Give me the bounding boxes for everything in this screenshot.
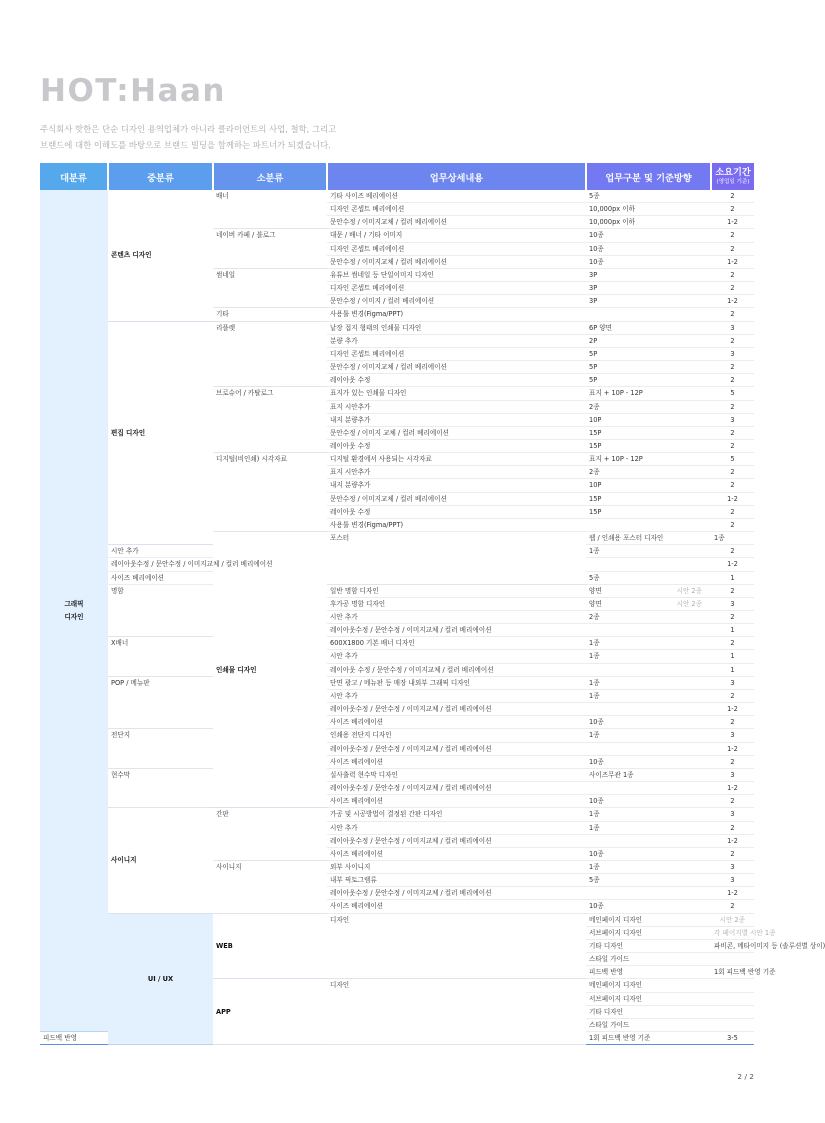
criteria-cell: 15P — [586, 439, 711, 452]
header-minor: 소분류 — [213, 163, 327, 190]
duration-cell: 5 — [711, 387, 754, 400]
duration-cell: 3 — [711, 321, 754, 334]
criteria-cell: 10종 — [586, 229, 711, 242]
duration-cell: 2 — [711, 795, 754, 808]
criteria-cell: 5종 — [586, 874, 711, 887]
duration-cell: 3 — [711, 729, 754, 742]
duration-cell: 1-2 — [711, 492, 754, 505]
detail-cell: 레이아웃 수정 — [327, 374, 586, 387]
criteria-cell: 5P — [586, 374, 711, 387]
duration-cell: 3 — [711, 874, 754, 887]
header-major: 대분류 — [40, 163, 108, 190]
header-duration-unit: (영업일 기준) — [716, 179, 750, 185]
duration-cell: 2 — [711, 439, 754, 452]
criteria-cell: 5P — [586, 347, 711, 360]
duration-cell: 1-2 — [711, 834, 754, 847]
minor-category: 디지털(비인쇄) 시각자료 — [213, 453, 327, 532]
table-row — [40, 808, 754, 821]
criteria-cell: 1회 피드백 반영 기준 — [711, 966, 754, 979]
detail-cell: 메인페이지 디자인 — [586, 979, 711, 992]
criteria-cell — [586, 518, 711, 531]
criteria-text: 양면 — [589, 586, 602, 595]
middle-category: 편집 디자인 — [108, 321, 213, 545]
minor-category: 썸네일 — [213, 268, 327, 307]
detail-cell: 사용툴 변경(Figma/PPT) — [327, 308, 586, 321]
duration-cell: 2 — [711, 268, 754, 281]
duration-cell: 1-2 — [711, 782, 754, 795]
criteria-cell — [586, 834, 711, 847]
detail-cell: 문안수정 / 이미지교체 / 컬러 베리에이션 — [327, 492, 586, 505]
intro-text — [40, 121, 640, 153]
detail-cell: 기타 디자인 — [586, 1005, 711, 1018]
detail-cell: 낱장 접지 형태의 인쇄물 디자인 — [327, 321, 586, 334]
criteria-cell — [711, 953, 754, 966]
logo-wordmark: HOT:Haan — [40, 73, 226, 109]
header-criteria: 업무구분 및 기준방향 — [586, 163, 711, 190]
detail-cell: 문안수정 / 이미지 / 컬러 베리에이션 — [327, 295, 586, 308]
detail-cell: 레이아웃 수정 — [327, 505, 586, 518]
detail-cell: 디자인 콘셉트 베리에이션 — [327, 203, 586, 216]
criteria-cell: 5P — [586, 361, 711, 374]
service-table — [40, 163, 825, 1045]
detail-cell: 일반 명함 디자인 — [327, 584, 586, 597]
intro-line: 브랜드에 대한 이해도를 바탕으로 브랜드 빌딩을 함께하는 파트너가 되겠습니다. — [40, 140, 331, 150]
detail-cell: 레이아웃수정 / 문안수정 / 이미지교체 / 컬러 베리에이션 — [327, 624, 586, 637]
duration-cell: 2 — [711, 545, 754, 558]
criteria-cell — [711, 1005, 754, 1018]
detail-cell: 피드백 반영 — [40, 1032, 108, 1045]
criteria-cell: 1종 — [586, 637, 711, 650]
intro-line: 주식회사 핫한은 단순 디자인 용역업체가 아니라 클라이언트의 사업, 철학, 그리고 — [40, 124, 337, 134]
table-body — [40, 190, 825, 1045]
criteria-note: 각 페이지별 시안 1종 — [714, 928, 776, 937]
criteria-cell — [586, 308, 711, 321]
detail-cell: 문안수정 / 이미지교체 / 컬러 베리에이션 — [327, 216, 586, 229]
duration-cell: 3 — [711, 676, 754, 689]
duration-cell: 3 — [711, 597, 754, 610]
criteria-cell: 5종 — [586, 571, 711, 584]
duration-cell: 2 — [711, 637, 754, 650]
criteria-cell: 1종 — [586, 545, 711, 558]
detail-cell: 웹 / 인쇄용 포스터 디자인 — [586, 532, 711, 545]
duration-cell: 2 — [711, 900, 754, 913]
detail-cell: 피드백 반영 — [586, 966, 711, 979]
minor-category: 간판 — [213, 808, 327, 861]
duration-cell: 2 — [711, 426, 754, 439]
table-row — [40, 913, 754, 926]
criteria-cell — [711, 1018, 754, 1031]
minor-category: 포스터 — [327, 532, 586, 585]
detail-cell: 레이아웃수정 / 문안수정 / 이미지교체 / 컬러 베리에이션 — [327, 742, 586, 755]
detail-cell: 사이즈 베리에이션 — [327, 795, 586, 808]
duration-cell: 2 — [711, 755, 754, 768]
criteria-cell: 6P 양면 — [586, 321, 711, 334]
minor-category: 리플렛 — [213, 321, 327, 387]
criteria-cell: 1종 — [586, 808, 711, 821]
detail-cell: 시안 추가 — [327, 650, 586, 663]
duration-cell: 3-5 — [711, 1032, 754, 1045]
duration-cell: 1-2 — [711, 887, 754, 900]
criteria-cell — [586, 584, 711, 597]
criteria-cell: 10종 — [586, 795, 711, 808]
table-row — [40, 321, 754, 334]
duration-cell: 2 — [711, 611, 754, 624]
criteria-cell: 15P — [586, 426, 711, 439]
criteria-cell — [711, 992, 754, 1005]
detail-cell: 내부 픽토그램류 — [327, 874, 586, 887]
criteria-cell: 10,000px 이하 — [586, 216, 711, 229]
detail-cell: 사이즈 베리에이션 — [327, 847, 586, 860]
table-row — [40, 768, 754, 781]
detail-cell: 시안 추가 — [108, 545, 213, 558]
detail-cell: 레이아웃수정 / 문안수정 / 이미지교체 / 컬러 베리에이션 — [327, 782, 586, 795]
criteria-cell — [586, 624, 711, 637]
criteria-cell: 10P — [586, 413, 711, 426]
detail-cell: 내지 분량추가 — [327, 413, 586, 426]
criteria-cell: 표지 + 10P - 12P — [586, 453, 711, 466]
duration-cell: 2 — [711, 584, 754, 597]
duration-cell: 3 — [711, 768, 754, 781]
detail-cell: 가공 및 시공방법이 결정된 간판 디자인 — [327, 808, 586, 821]
criteria-cell: 1종 — [711, 532, 754, 545]
detail-cell: 스타일 가이드 — [586, 953, 711, 966]
duration-cell: 2 — [711, 190, 754, 203]
criteria-cell: 2종 — [586, 611, 711, 624]
criteria-cell: 1종 — [586, 676, 711, 689]
duration-cell: 1 — [711, 663, 754, 676]
duration-cell: 1-2 — [711, 216, 754, 229]
duration-cell: 2 — [711, 716, 754, 729]
duration-cell: 2 — [711, 242, 754, 255]
detail-cell: 레이아웃 수정 / 문안수정 / 이미지교체 / 컬러 베리에이션 — [327, 663, 586, 676]
minor-category: 디자인 — [327, 913, 586, 979]
duration-cell: 2 — [711, 505, 754, 518]
detail-cell: 표지 시안추가 — [327, 466, 586, 479]
duration-cell: 2 — [711, 689, 754, 702]
detail-cell: 레이아웃수정 / 문안수정 / 이미지교체 / 컬러 베리에이션 — [327, 703, 586, 716]
detail-cell: 기타 사이즈 베리에이션 — [327, 190, 586, 203]
detail-cell: 외부 사이니지 — [327, 860, 586, 873]
detail-cell: 레이아웃수정 / 문안수정 / 이미지교체 / 컬러 베리에이션 — [108, 558, 213, 571]
detail-cell: 사이즈 베리에이션 — [108, 571, 213, 584]
major-category: UI / UX — [108, 913, 213, 1045]
criteria-text: 양면 — [589, 599, 602, 608]
duration-cell: 2 — [711, 203, 754, 216]
detail-cell: 시안 추가 — [327, 689, 586, 702]
header-detail: 업무상세내용 — [327, 163, 586, 190]
duration-cell: 1 — [711, 650, 754, 663]
duration-cell: 1 — [711, 571, 754, 584]
detail-cell: 사이즈 베리에이션 — [327, 755, 586, 768]
duration-cell: 1-2 — [711, 558, 754, 571]
detail-cell: 디자인 콘셉트 베리에이션 — [327, 282, 586, 295]
table-row — [40, 637, 754, 650]
page-number: 2 / 2 — [737, 1072, 754, 1081]
duration-cell: 1 — [711, 624, 754, 637]
detail-cell: 디지털 환경에서 사용되는 시각자료 — [327, 453, 586, 466]
criteria-cell: 10종 — [586, 847, 711, 860]
criteria-cell — [586, 558, 711, 571]
detail-cell: 문안수정 / 이미지 교체 / 컬러 베리에이션 — [327, 426, 586, 439]
detail-cell: 표지가 있는 인쇄물 디자인 — [327, 387, 586, 400]
criteria-cell — [586, 742, 711, 755]
detail-cell: 레이아웃수정 / 문안수정 / 이미지교체 / 컬러 베리에이션 — [327, 887, 586, 900]
minor-category: 네이버 카페 / 블로그 — [213, 229, 327, 268]
criteria-note: 시안 2종 — [676, 586, 702, 595]
criteria-cell: 3P — [586, 295, 711, 308]
minor-category: 브로슈어 / 카탈로그 — [213, 387, 327, 453]
criteria-cell — [711, 926, 776, 939]
duration-cell: 2 — [711, 400, 754, 413]
detail-cell: 후가공 명함 디자인 — [327, 597, 586, 610]
detail-cell: 표지 시안추가 — [327, 400, 586, 413]
duration-cell: 3 — [711, 413, 754, 426]
minor-category: X배너 — [108, 637, 213, 676]
table-row — [40, 190, 754, 203]
detail-cell: 인쇄용 전단지 디자인 — [327, 729, 586, 742]
brand-logo — [40, 73, 226, 109]
duration-cell: 2 — [711, 229, 754, 242]
duration-cell: 2 — [711, 479, 754, 492]
criteria-cell — [586, 663, 711, 676]
duration-cell: 2 — [711, 847, 754, 860]
duration-cell: 3 — [711, 808, 754, 821]
duration-cell: 1-2 — [711, 295, 754, 308]
detail-cell: 600X1800 기본 배너 디자인 — [327, 637, 586, 650]
criteria-cell: 3P — [586, 268, 711, 281]
criteria-note: 시안 2종 — [719, 915, 745, 924]
table-row — [40, 729, 754, 742]
duration-cell: 1-2 — [711, 255, 754, 268]
detail-cell: 서브페이지 디자인 — [586, 926, 711, 939]
minor-category: 사이니지 — [213, 860, 327, 913]
criteria-cell: 파비콘, 메타이미지 등 (솔루션별 상이) — [711, 939, 754, 952]
criteria-cell — [586, 597, 711, 610]
criteria-cell: 1종 — [586, 650, 711, 663]
criteria-cell — [711, 913, 754, 926]
criteria-cell — [711, 979, 754, 992]
detail-cell: 사이즈 베리에이션 — [327, 716, 586, 729]
detail-cell: 스타일 가이드 — [586, 1018, 711, 1031]
duration-cell: 2 — [711, 374, 754, 387]
criteria-cell: 표지 + 10P - 12P — [586, 387, 711, 400]
detail-cell: 서브페이지 디자인 — [586, 992, 711, 1005]
minor-category: POP / 메뉴판 — [108, 676, 213, 729]
criteria-cell — [586, 703, 711, 716]
middle-category: 사이니지 — [108, 808, 213, 913]
duration-cell: 2 — [711, 518, 754, 531]
header-middle: 중분류 — [108, 163, 213, 190]
criteria-cell: 사이즈무관 1종 — [586, 768, 711, 781]
detail-cell: 레이아웃수정 / 문안수정 / 이미지교체 / 컬러 베리에이션 — [327, 834, 586, 847]
criteria-note: 시안 2종 — [676, 599, 702, 608]
detail-cell: 문안수정 / 이미지교체 / 컬러 베리에이션 — [327, 361, 586, 374]
criteria-cell: 1종 — [586, 860, 711, 873]
detail-cell: 내지 분량추가 — [327, 479, 586, 492]
duration-cell: 5 — [711, 453, 754, 466]
minor-category: 배너 — [213, 190, 327, 229]
criteria-cell: 10종 — [586, 900, 711, 913]
criteria-cell — [586, 887, 711, 900]
minor-category: 명함 — [108, 584, 213, 637]
criteria-cell: 10P — [586, 479, 711, 492]
detail-cell: 사이즈 베리에이션 — [327, 900, 586, 913]
criteria-cell: 15P — [586, 492, 711, 505]
duration-cell: 2 — [711, 361, 754, 374]
duration-cell: 2 — [711, 282, 754, 295]
criteria-cell: 1종 — [586, 729, 711, 742]
header-duration — [711, 163, 754, 190]
duration-cell: 2 — [711, 334, 754, 347]
detail-cell: 시안 추가 — [327, 611, 586, 624]
detail-cell: 실사출력 현수막 디자인 — [327, 768, 586, 781]
criteria-cell: 10종 — [586, 716, 711, 729]
detail-cell: 메인페이지 디자인 — [586, 913, 711, 926]
criteria-cell: 2종 — [586, 466, 711, 479]
criteria-cell: 10종 — [586, 242, 711, 255]
table-header-row — [40, 163, 754, 190]
criteria-cell: 10종 — [586, 255, 711, 268]
detail-cell: 분량 추가 — [327, 334, 586, 347]
detail-cell: 대문 / 배너 / 기타 이미지 — [327, 229, 586, 242]
detail-cell: 레이아웃 수정 — [327, 439, 586, 452]
criteria-cell: 2P — [586, 334, 711, 347]
duration-cell: 1-2 — [711, 703, 754, 716]
duration-cell: 2 — [711, 308, 754, 321]
duration-cell: 3 — [711, 860, 754, 873]
detail-cell: 디자인 콘셉트 베리에이션 — [327, 347, 586, 360]
duration-cell: 3 — [711, 347, 754, 360]
middle-category: 콘텐츠 디자인 — [108, 190, 213, 321]
criteria-cell: 1종 — [586, 821, 711, 834]
criteria-cell: 10,000px 이하 — [586, 203, 711, 216]
detail-cell: 유튜브 썸네일 등 단일이미지 디자인 — [327, 268, 586, 281]
criteria-cell — [586, 782, 711, 795]
criteria-cell: 5종 — [586, 190, 711, 203]
detail-cell: 기타 디자인 — [586, 939, 711, 952]
criteria-cell: 15P — [586, 505, 711, 518]
middle-category: WEB — [213, 913, 327, 979]
detail-cell: 단면 광고 / 메뉴판 등 매장 내외부 그래픽 디자인 — [327, 676, 586, 689]
middle-category: 인쇄물 디자인 — [213, 532, 327, 808]
minor-category: 디자인 — [327, 979, 586, 1045]
minor-category: 현수막 — [108, 768, 213, 807]
criteria-cell: 1회 피드백 반영 기준 — [586, 1032, 711, 1045]
duration-cell: 2 — [711, 821, 754, 834]
middle-category: APP — [213, 979, 327, 1045]
minor-category: 전단지 — [108, 729, 213, 768]
table-row — [40, 584, 754, 597]
table-row — [40, 676, 754, 689]
duration-cell: 1-2 — [711, 742, 754, 755]
criteria-cell: 1종 — [586, 689, 711, 702]
criteria-cell: 2종 — [586, 400, 711, 413]
detail-cell: 문안수정 / 이미지교체 / 컬러 베리에이션 — [327, 255, 586, 268]
criteria-cell: 10종 — [586, 755, 711, 768]
criteria-cell: 3P — [586, 282, 711, 295]
detail-cell: 사용툴 변경(Figma/PPT) — [327, 518, 586, 531]
major-category: 그래픽 디자인 — [40, 190, 108, 1032]
header-duration-label: 소요기간 — [715, 167, 751, 178]
detail-cell: 디자인 콘셉트 베리에이션 — [327, 242, 586, 255]
detail-cell: 시안 추가 — [327, 821, 586, 834]
duration-cell: 2 — [711, 466, 754, 479]
minor-category: 기타 — [213, 308, 327, 321]
